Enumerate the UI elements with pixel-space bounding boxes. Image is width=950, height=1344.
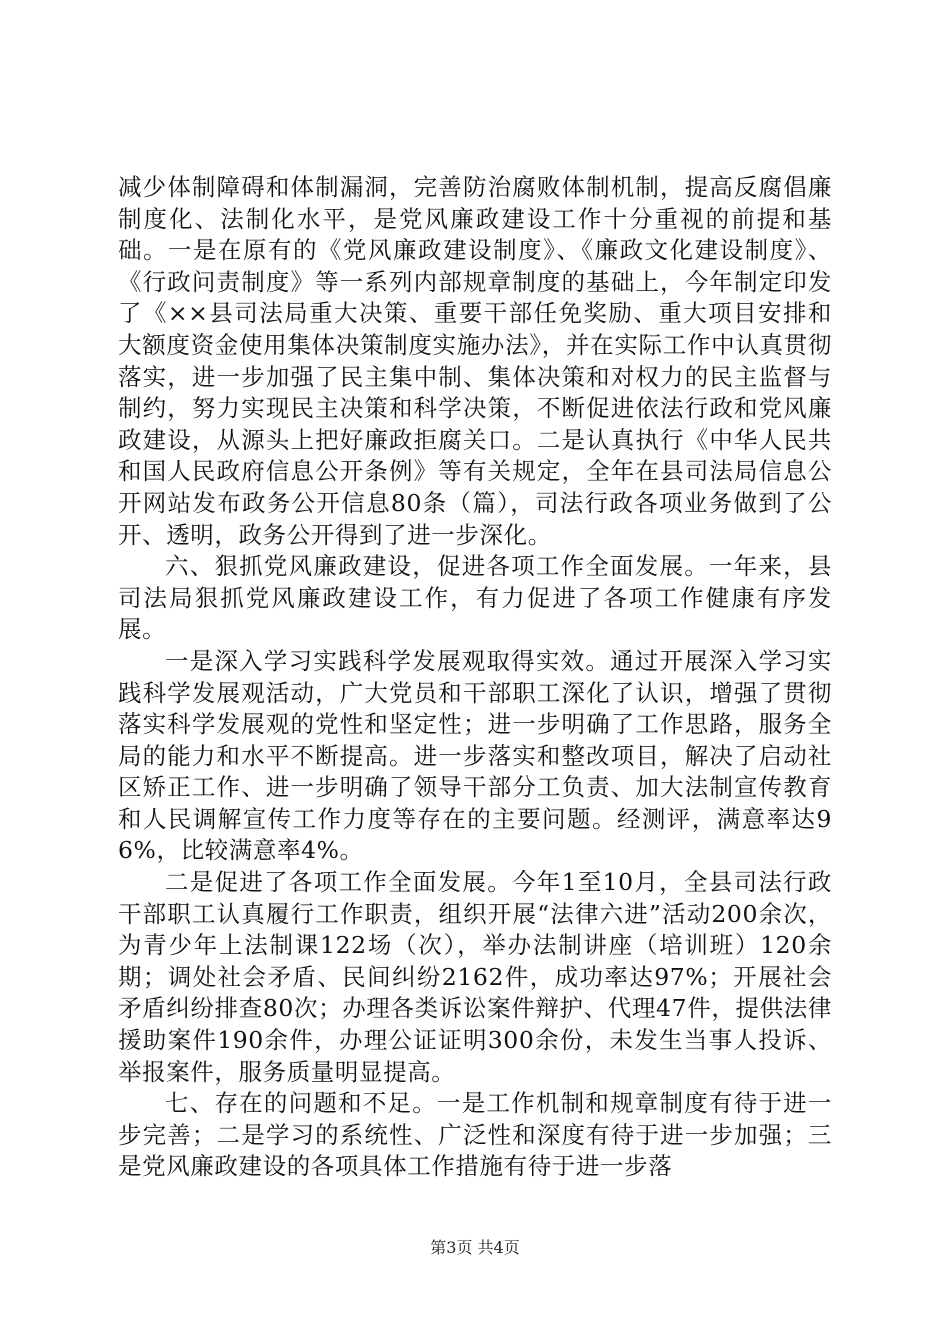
page-footer (0, 1237, 950, 1259)
paragraph-point-one: 一是深入学习实践科学发展观取得实效。通过开展深入学习实践科学发展观活动，广大党员和干部职工深化了认识，增强了贯彻落实科学发展观的党性和坚定性；进一步明确了工作思路，服务全局的能力和水平不断提高。进一步落实和整改项目，解决了启动社区矫正工作、进一步明确了领导干部分工负责、加大法制宣传教育和人民调解宣传工作力度等存在的主要问题。经测评，满意率达96%，比较满意率4%。 (118, 646, 832, 865)
page-number-label: 第3页 共4页 (430, 1238, 520, 1257)
paragraph-continuation: 减少体制障碍和体制漏洞，完善防治腐败体制机制，提高反腐倡廉制度化、法制化水平，是党风廉政建设工作十分重视的前提和基础。一是在原有的《党风廉政建设制度》、《廉政文化建设制度》、《行政问责制度》等一系列内部规章制度的基础上，今年制定印发了《××县司法局重大决策、重要干部任免奖励、重大项目安排和大额度资金使用集体决策制度实施办法》，并在实际工作中认真贯彻落实，进一步加强了民主集中制、集体决策和对权力的民主监督与制约，努力实现民主决策和科学决策，不断促进依法行政和党风廉政建设，从源头上把好廉政拒腐关口。二是认真执行《中华人民共和国人民政府信息公开条例》等有关规定，全年在县司法局信息公开网站发布政务公开信息80条（篇），司法行政各项业务做到了公开、透明，政务公开得到了进一步深化。 (118, 173, 832, 549)
paragraph-section-seven: 七、存在的问题和不足。一是工作机制和规章制度有待于进一步完善；二是学习的系统性、广泛性和深度有待于进一步加强；三是党风廉政建设的各项具体工作措施有待于进一步落 (118, 1089, 832, 1181)
paragraph-section-six: 六、狠抓党风廉政建设，促进各项工作全面发展。一年来，县司法局狠抓党风廉政建设工作，有力促进了各项工作健康有序发展。 (118, 552, 832, 644)
paragraph-point-two: 二是促进了各项工作全面发展。今年1至10月，全县司法行政干部职工认真履行工作职责，组织开展“法律六进”活动200余次，为青少年上法制课122场（次），举办法制讲座（培训班）120余期；调处社会矛盾、民间纠纷2162件，成功率达97%；开展社会矛盾纠纷排查80次；办理各类诉讼案件辩护、代理47件，提供法律援助案件190余件，办理公证证明300余份，未发生当事人投诉、举报案件，服务质量明显提高。 (118, 868, 832, 1086)
document-body (118, 172, 832, 1183)
